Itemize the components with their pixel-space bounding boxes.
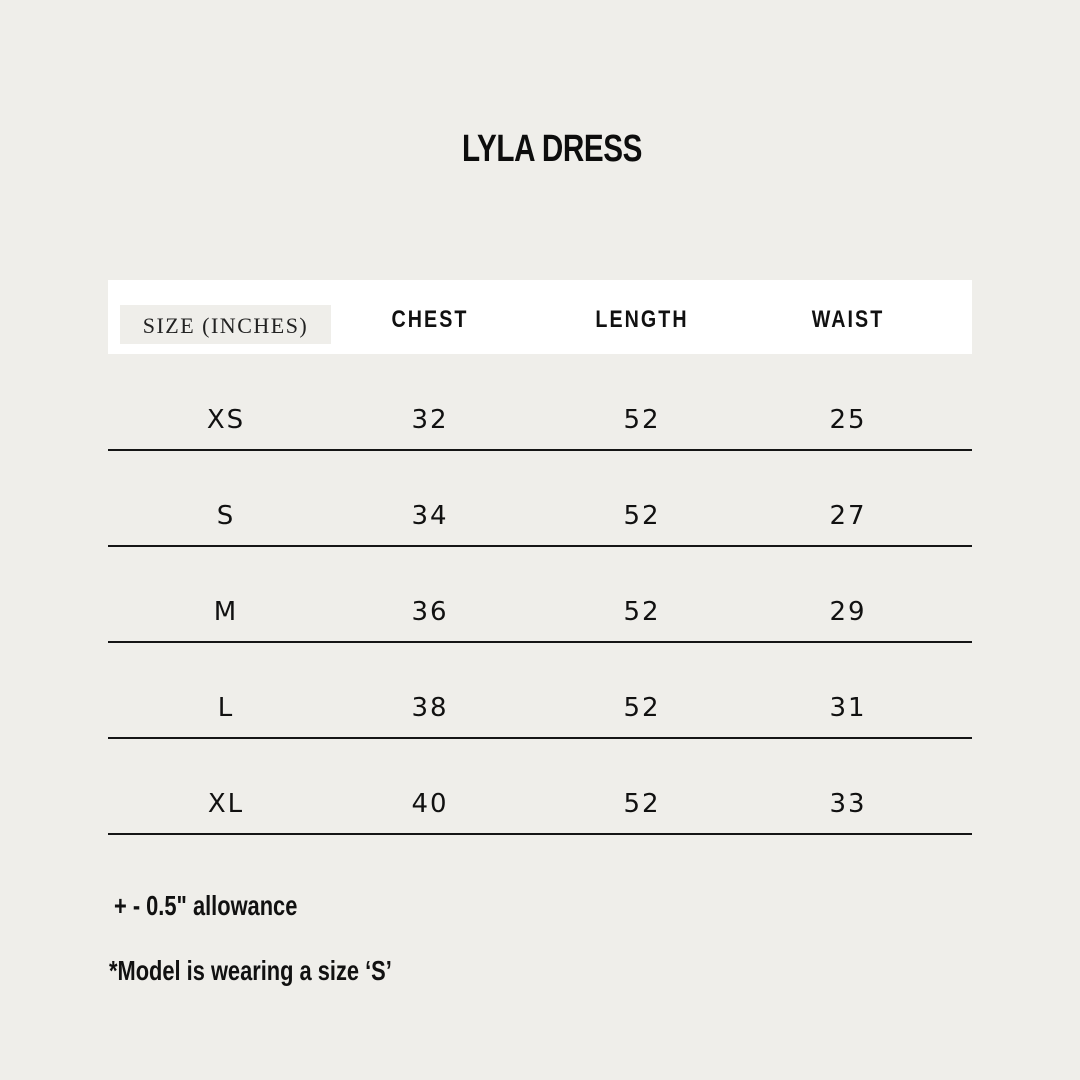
waist-cell: 27: [829, 501, 867, 531]
table-row: [108, 547, 972, 643]
table-row: [108, 451, 972, 547]
chest-column-header: CHEST: [391, 306, 469, 333]
page-title: LYLA DRESS: [461, 128, 643, 170]
length-cell: 52: [623, 405, 661, 435]
chest-cell: 34: [411, 501, 449, 531]
table-header-row: [108, 280, 972, 354]
waist-cell: 25: [829, 405, 867, 435]
length-cell: 52: [623, 597, 661, 627]
size-cell: XS: [206, 405, 246, 435]
length-cell: 52: [623, 501, 661, 531]
table-row: [108, 355, 972, 451]
waist-cell: 33: [829, 789, 867, 819]
size-cell: S: [216, 501, 236, 531]
length-column-header: LENGTH: [595, 306, 689, 333]
chest-cell: 32: [411, 405, 449, 435]
waist-cell: 29: [829, 597, 867, 627]
size-column-header: SIZE (INCHES): [120, 305, 331, 344]
size-cell: L: [217, 693, 235, 723]
chest-cell: 40: [411, 789, 449, 819]
length-cell: 52: [623, 789, 661, 819]
waist-cell: 31: [829, 693, 867, 723]
model-size-note: *Model is wearing a size ‘S’: [109, 955, 392, 986]
size-cell: M: [213, 597, 239, 627]
chest-cell: 38: [411, 693, 449, 723]
table-row: [108, 643, 972, 739]
table-row: [108, 739, 972, 835]
chest-cell: 36: [411, 597, 449, 627]
allowance-note: + - 0.5" allowance: [114, 890, 298, 921]
length-cell: 52: [623, 693, 661, 723]
size-cell: XL: [207, 789, 245, 819]
waist-column-header: WAIST: [811, 306, 885, 333]
